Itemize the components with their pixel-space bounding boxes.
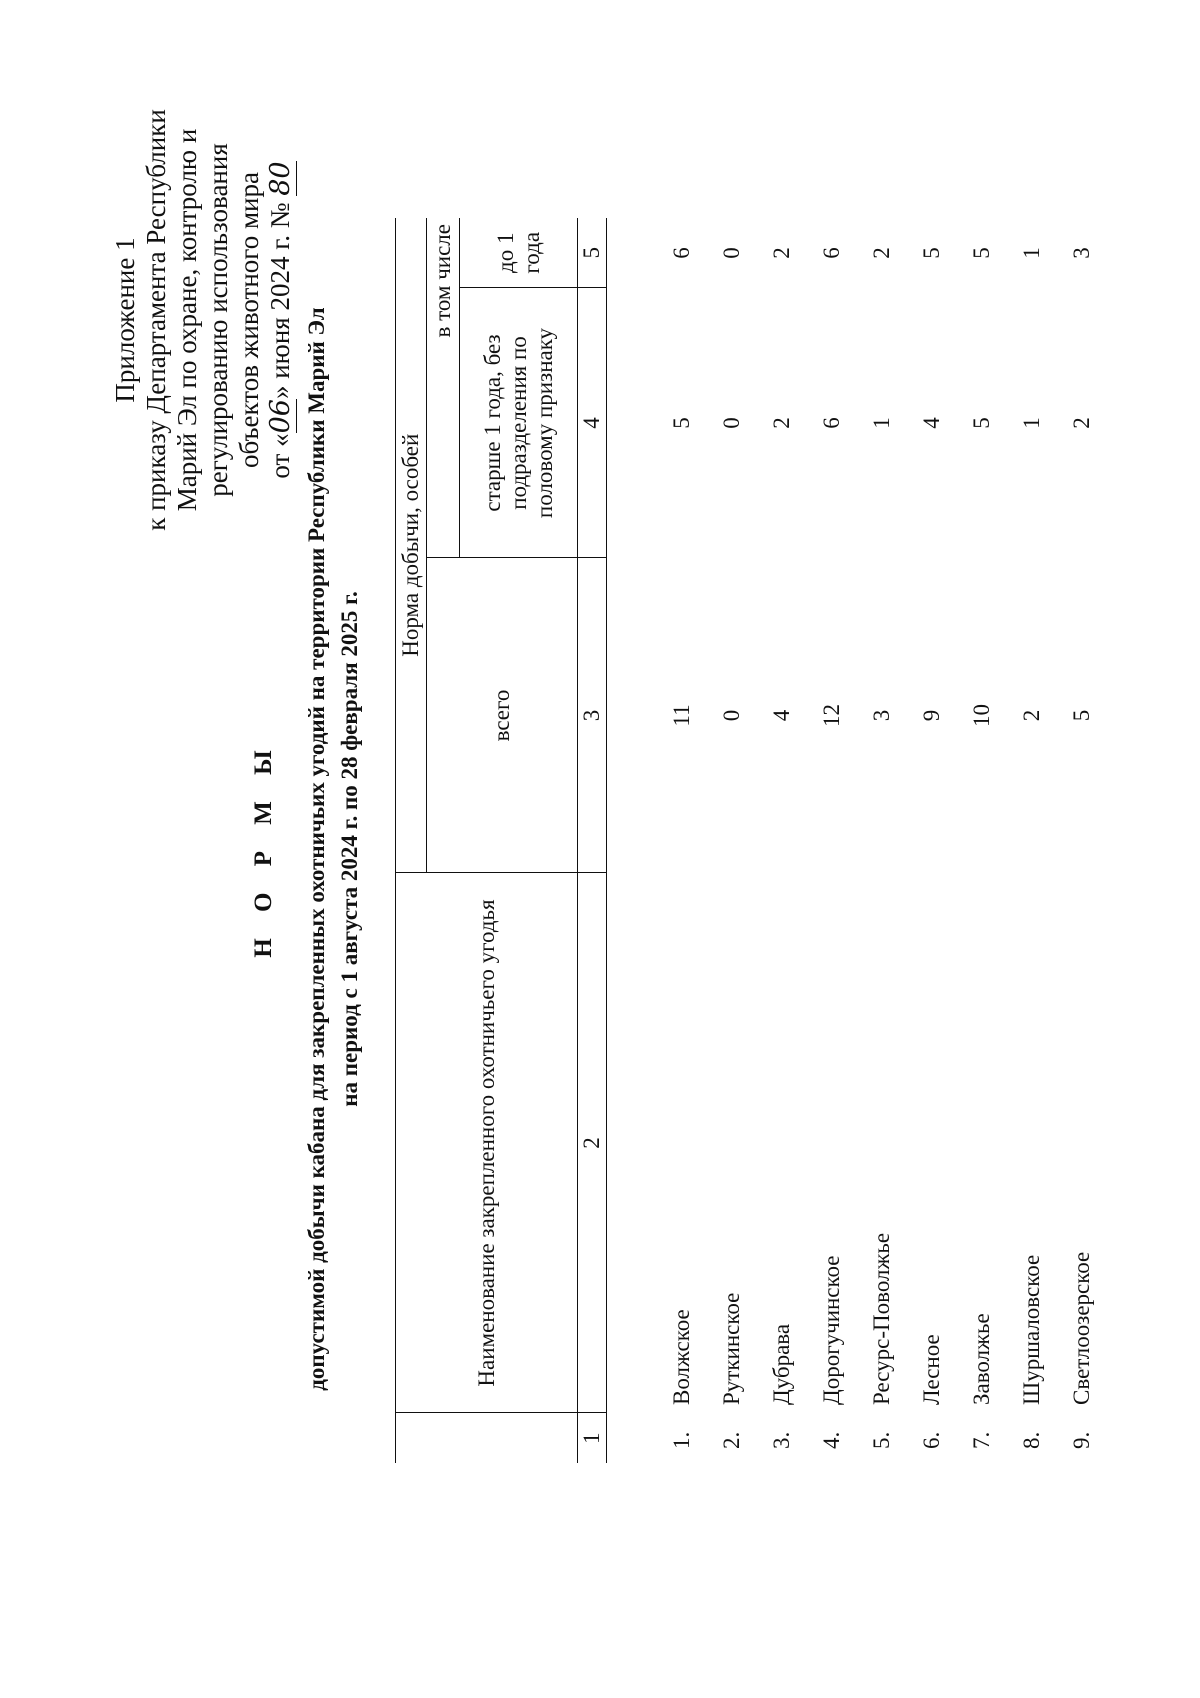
row-name: Дубрава	[769, 1323, 794, 1405]
appendix-line-5: объектов животного мира	[234, 172, 264, 468]
row-younger: 5	[919, 247, 944, 259]
row-name: Заволжье	[969, 1313, 994, 1405]
appendix-line-4: регулированию использования	[203, 143, 233, 497]
row-number: 5.	[869, 1431, 894, 1449]
row-older: 1	[869, 417, 894, 429]
subtitle-line-2: на период с 1 августа 2024 г. по 28 февраля 2025 г.	[337, 591, 362, 1107]
row-total: 9	[919, 709, 944, 722]
table-row	[1007, 218, 1057, 1463]
row-younger: 6	[819, 247, 844, 259]
row-older: 4	[919, 417, 944, 429]
header-cell-spacer	[427, 1413, 460, 1463]
row-number: 2.	[719, 1431, 744, 1449]
appendix-line-2: к приказу Департамента Республики	[141, 109, 171, 531]
header-total: всего	[427, 558, 578, 873]
document-title: Н О Р М Ы	[250, 740, 277, 958]
row-total: 5	[1069, 709, 1094, 722]
row-name: Шуршаловское	[1019, 1254, 1044, 1405]
row-number: 3.	[769, 1431, 794, 1449]
row-name: Лесное	[919, 1334, 944, 1405]
col-number: 1	[578, 1413, 607, 1463]
table-row	[957, 218, 1007, 1463]
header-younger: до 1 года	[460, 218, 578, 288]
row-older: 2	[1069, 417, 1094, 429]
date-prefix: от «	[265, 433, 295, 479]
header-cell-corner	[396, 1413, 427, 1463]
row-name: Ресурс-Поволжье	[869, 1232, 894, 1405]
header-including: в том числе	[427, 218, 460, 558]
row-older: 6	[819, 417, 844, 429]
row-older: 2	[769, 417, 794, 429]
row-total: 12	[819, 704, 844, 727]
table-row	[907, 218, 957, 1463]
row-younger: 1	[1019, 247, 1044, 259]
table-row	[1057, 218, 1107, 1463]
table-row	[707, 218, 757, 1463]
order-number-handwritten: 80	[265, 161, 296, 196]
row-number: 8.	[1019, 1431, 1044, 1449]
col-number: 5	[578, 218, 607, 288]
row-younger: 3	[1069, 247, 1094, 259]
appendix-line-3: Марий Эл по охране, контролю и	[172, 128, 202, 512]
row-number: 4.	[819, 1431, 844, 1449]
row-younger: 5	[969, 247, 994, 259]
row-older: 1	[1019, 417, 1044, 429]
header-older: старше 1 года, без подразделения по половому признаку	[460, 288, 578, 558]
row-older: 5	[969, 417, 994, 429]
row-younger: 0	[719, 247, 744, 259]
date-suffix: » июня 2024 г. №	[265, 202, 295, 400]
row-number: 1.	[669, 1431, 694, 1449]
header-cell-spacer	[460, 1413, 578, 1463]
row-total: 10	[969, 704, 994, 727]
row-total: 3	[869, 709, 894, 722]
row-number: 9.	[1069, 1431, 1094, 1449]
row-name: Дорогучинское	[819, 1255, 844, 1405]
document-subtitle	[300, 0, 366, 1698]
row-number: 6.	[919, 1431, 944, 1449]
row-total: 11	[669, 704, 694, 727]
table-row	[657, 218, 707, 1463]
row-older: 0	[719, 417, 744, 429]
header-norm: Норма добычи, особей	[396, 218, 427, 873]
body-spacer	[607, 218, 658, 1463]
col-number: 3	[578, 558, 607, 873]
table-row	[757, 218, 807, 1463]
norms-table	[395, 218, 1107, 1463]
row-total: 2	[1019, 709, 1044, 722]
row-name: Светлоозерское	[1069, 1251, 1094, 1405]
row-name: Волжское	[669, 1309, 694, 1405]
col-number: 2	[578, 873, 607, 1413]
table-row	[857, 218, 907, 1463]
col-number: 4	[578, 288, 607, 558]
row-total: 0	[719, 709, 744, 722]
row-older: 5	[669, 417, 694, 429]
table-row	[807, 218, 857, 1463]
subtitle-line-1: допустимой добычи кабана для закрепленных охотничьих угодий на территории Республики Марий Эл	[304, 307, 329, 1391]
row-younger: 2	[769, 247, 794, 259]
row-younger: 6	[669, 247, 694, 259]
date-day-handwritten: 06	[265, 399, 296, 434]
row-total: 4	[769, 709, 794, 722]
header-name: Наименование закрепленного охотничьего угодья	[396, 873, 578, 1413]
row-name: Руткинское	[719, 1292, 744, 1405]
row-number: 7.	[969, 1431, 994, 1449]
row-younger: 2	[869, 247, 894, 259]
appendix-line-1: Приложение 1	[110, 237, 140, 403]
